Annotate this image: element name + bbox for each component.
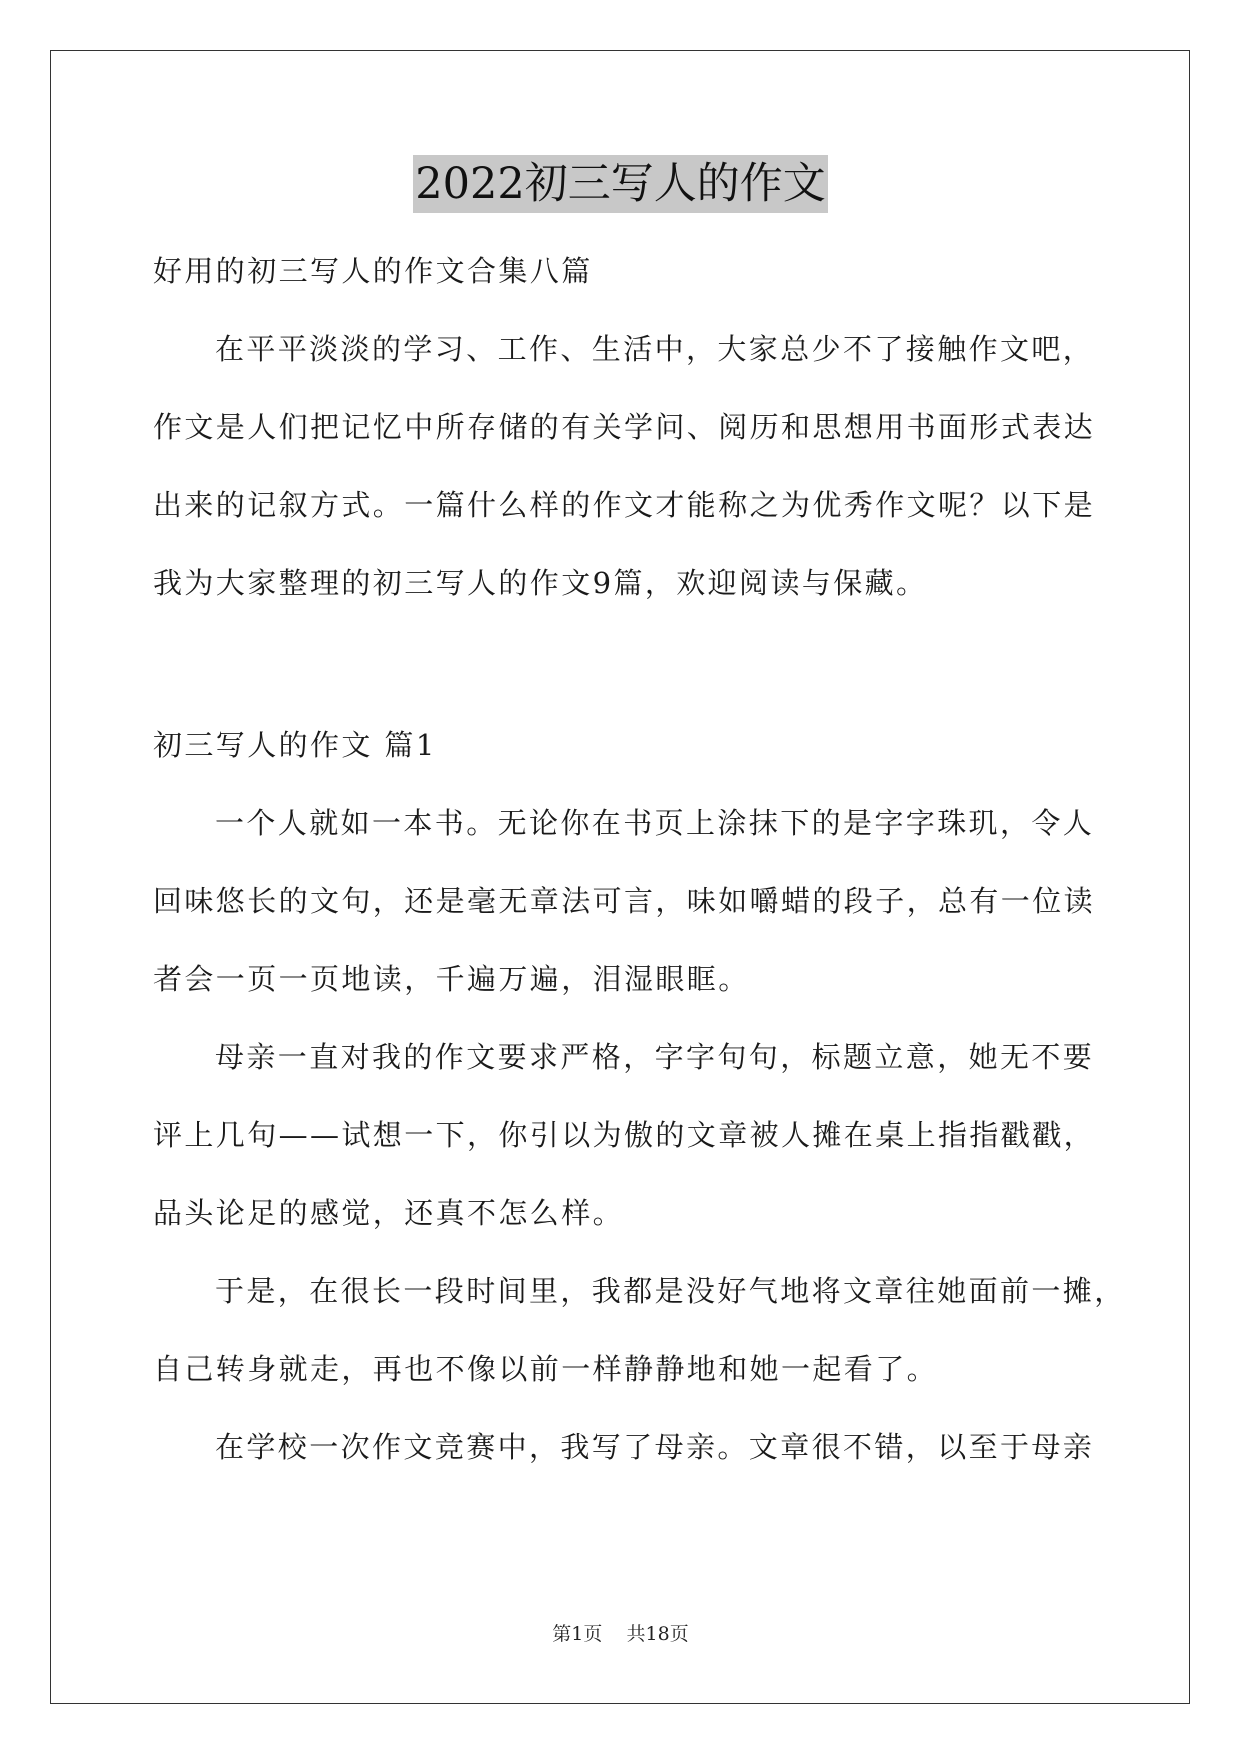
paragraph-line: 品头论足的感觉，还真不怎么样。 [153,1196,625,1230]
intro-line: 出来的记叙方式。一篇什么样的作文才能称之为优秀作文呢？以下是 [153,488,1096,522]
section-heading: 初三写人的作文 篇1 [153,728,437,762]
intro-paragraph [153,310,1096,622]
paragraph-line: 评上几句——试想一下，你引以为傲的文章被人摊在桌上指指戳戳， [153,1118,1096,1152]
page-footer [0,1622,1241,1646]
paragraph-4 [153,1408,1093,1486]
document-subtitle: 好用的初三写人的作文合集八篇 [153,254,593,288]
intro-line: 作文是人们把记忆中所存储的有关学问、阅历和思想用书面形式表达 [153,410,1096,444]
paragraph-line: 母亲一直对我的作文要求严格，字字句句，标题立意，她无不要 [215,1040,1095,1074]
paragraph-line: 者会一页一页地读，千遍万遍，泪湿眼眶。 [153,962,750,996]
intro-line: 在平平淡淡的学习、工作、生活中，大家总少不了接触作文吧， [215,332,1095,366]
paragraph-line: 于是，在很长一段时间里，我都是没好气地将文章往她面前一摊， [215,1274,1126,1308]
paragraph-line: 一个人就如一本书。无论你在书页上涂抹下的是字字珠玑，令人 [215,806,1095,840]
paragraph-2 [153,1018,1096,1252]
intro-line: 我为大家整理的初三写人的作文9篇，欢迎阅读与保藏。 [153,566,928,600]
page-total: 共18页 [626,1623,689,1645]
paragraph-line: 回味悠长的文句，还是毫无章法可言，味如嚼蜡的段子，总有一位读 [153,884,1096,918]
paragraph-3 [153,1252,1126,1408]
document-title: 2022初三写人的作文 [413,155,827,213]
document-body [153,232,1126,1486]
paragraph-line: 自己转身就走，再也不像以前一样静静地和她一起看了。 [153,1352,939,1386]
title-container [0,155,1241,213]
paragraph-1 [153,784,1096,1018]
paragraph-line: 在学校一次作文竞赛中，我写了母亲。文章很不错，以至于母亲 [215,1430,1095,1464]
page-number: 第1页 [552,1623,603,1645]
